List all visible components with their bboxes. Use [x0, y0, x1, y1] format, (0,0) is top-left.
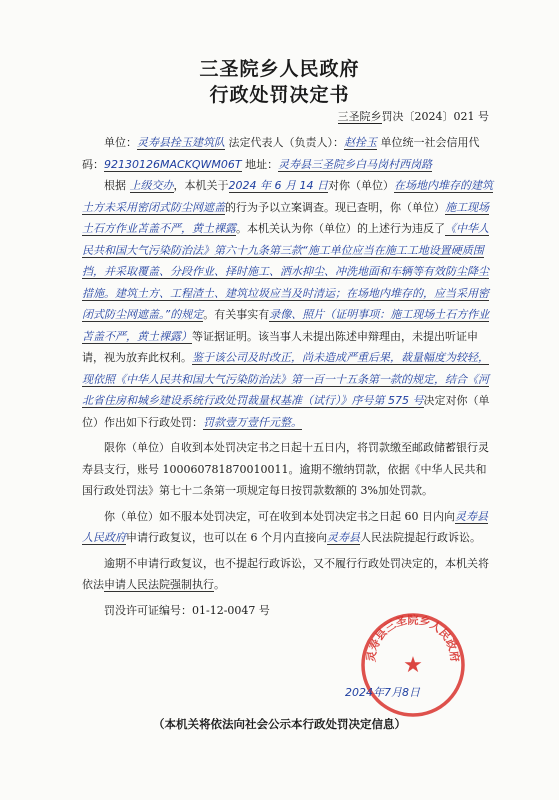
appeal-text-3: 人民法院提起行政诉讼。: [360, 531, 481, 544]
facts-paragraph: [82, 175, 494, 433]
facts-text-3: 的行为予以立案调查。现已查明，你（单位）: [225, 200, 445, 214]
unit-label: 单位：: [104, 136, 137, 149]
filing-date: 2024 年 6 月 14 日: [228, 179, 328, 192]
document-body: [82, 132, 494, 621]
enforcement-action: 申请人民法院强制执行: [104, 578, 214, 591]
enforcement-text-1: 逾期不申请行政复议，也不提起行政诉讼，又不履行行政处罚决定的，本机关将依法: [82, 556, 489, 591]
document-type-title: 行政处罚决定书: [209, 84, 350, 106]
rep-name: 赵拴玉: [344, 136, 377, 149]
violated-law: 《中华人民共和国大气污染防治法》第六十九条第三款“施工单位应当在施工工地设置硬质围挡，并采取覆盖、分段作业、择时施工、洒水抑尘、冲洗地面和车辆等有效防尘降尘措施。建筑土方、工程渣土、建筑垃圾应当及时清运；在场地内堆存的，应当采用密闭式防尘网遮盖。”的规定: [82, 222, 489, 321]
mitigation: 鉴于该公司及时改正，尚未造成严重后果，裁量幅度为较轻，现依照《中华人民共和国大气污染防治法》第一百一十五条第一款的规定，结合《河北省住房和城乡建设系统行政处罚裁量权基准（试行）》序号第 575 号: [82, 351, 489, 407]
doc-number-suffix: 罚决〔2024〕021 号: [381, 110, 489, 123]
enforcement-paragraph: [82, 553, 494, 596]
issuing-authority-title: 三圣院乡人民政府: [199, 58, 360, 80]
appeal-gov: 灵寿县人民政府: [82, 509, 488, 544]
appeal-paragraph: [82, 506, 494, 549]
credit-code: 92130126MACKQWM06T: [104, 157, 242, 171]
appeal-text-2: 申请行政复议，也可以在 6 个月内直接向: [126, 531, 327, 544]
signature-date: 2024年7月8日: [345, 686, 420, 699]
public-disclosure-note: （本机关将依法向社会公示本行政处罚决定信息）: [153, 717, 406, 731]
facts-text-6: 等证据证明。该当事人未提出陈述申辩理由，未提出听证申请，视为放弃此权利。: [82, 329, 478, 364]
facts-text-7: 决定对你（单位）作出如下行政处罚：: [82, 394, 490, 429]
facts-text-1: ，本机关于: [173, 179, 229, 192]
basis-label: 根据: [104, 179, 126, 192]
doc-number-prefix: 三圣院乡: [337, 110, 382, 123]
svg-text:★: ★: [403, 653, 423, 678]
payment-paragraph: 限你（单位）自收到本处罚决定书之日起十五日内，将罚款缴至邮政储蓄银行灵寿县支行，账号 100060781870010011。逾期不缴纳罚款，依据《中华人民共和国行政处罚法》第七十二条第一项规定每日按罚款数额的 3%加处罚款。: [82, 441, 489, 497]
credit-label-a: 单位统一: [380, 136, 425, 149]
unit-name: 灵寿县拴玉建筑队: [137, 136, 225, 149]
basis: 上级交办: [129, 179, 174, 192]
seal-text: 灵寿县三圣院乡人民政府: [364, 613, 462, 663]
evidence: 录像、照片（证明事项：施工现场土石方作业苫盖不严，黄土裸露）: [82, 308, 490, 343]
enforcement-text-2: 。: [214, 578, 225, 591]
permit-number: 罚没许可证编号：01-12-0047 号: [104, 603, 270, 617]
finding: 施工现场土石方作业苫盖不严，黄土裸露: [82, 200, 489, 235]
appeal-court: 灵寿县: [327, 531, 360, 544]
appeal-text-1: 你（单位）如不服本处罚决定，可在收到本处罚决定书之日起 60 日内向: [104, 509, 455, 523]
credit-label-b: 社会信用代码：: [82, 136, 480, 171]
document-number: [338, 108, 490, 124]
facts-text-2: 对你（单位）: [327, 179, 394, 192]
official-seal: [358, 610, 468, 720]
facts-text-4: 。本机关认为你（单位）的上述行为违反了: [236, 222, 445, 235]
address: 灵寿县三圣院乡白马岗村西岗路: [278, 157, 433, 171]
rep-label: 法定代表人（负责人）：: [228, 136, 344, 149]
incident: 在场地内堆存的建筑土方未采用密闭式防尘网遮盖: [82, 179, 493, 214]
address-label: 地址：: [245, 157, 279, 171]
party-paragraph: [82, 132, 494, 175]
penalty: 罚款壹万壹仟元整。: [203, 415, 302, 429]
facts-text-5: 。有关事实有: [203, 308, 270, 321]
